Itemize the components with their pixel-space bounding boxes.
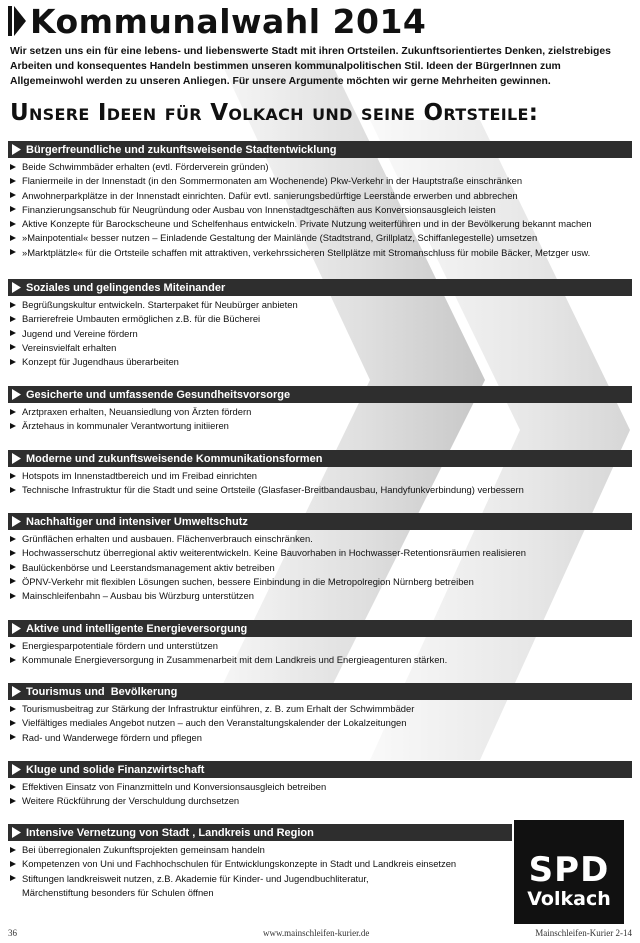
section-arrow-icon	[12, 389, 21, 400]
section-list	[8, 780, 632, 809]
list-item-continuation: Märchenstiftung besonders für Schulen öffnen	[22, 886, 214, 898]
section-arrow-icon	[12, 764, 21, 775]
list-item: Weitere Rückführung der Verschuldung durchsetzen	[8, 794, 632, 808]
list-item: Tourismusbeitrag zur Stärkung der Infrastruktur einführen, z. B. zum Erhalt der Schwimmbäder	[8, 702, 632, 716]
section-gesundheit	[8, 386, 632, 434]
list-item: Barrierefreie Umbauten ermöglichen z.B. für die Bücherei	[8, 312, 632, 326]
intro-text: Wir setzen uns ein für eine lebens- und liebenswerte Stadt mit ihren Ortsteilen. Zukunftsorientiertes Denken, zielstrebiges Arbeiten und konsequentes Handeln bestimmen unseren kommunalpolitischen Stil. Ideen der BürgerInnen zum Allgemeinwohl werden zu unseren Anliegen. Für unsere Argumente möchten wir gerne Mehrheiten gewinnen.	[10, 46, 611, 87]
footer-url: www.mainschleifen-kurier.de	[263, 928, 370, 938]
section-finanzwirtschaft	[8, 761, 632, 809]
list-item: Flaniermeile in der Innenstadt (in den Sommermonaten am Wochenende) Pkw-Verkehr in der Hauptstraße einschränken	[8, 174, 632, 188]
section-arrow-icon	[12, 516, 21, 527]
section-title: Tourismus und Bevölkerung	[26, 685, 178, 698]
list-item: Baulückenbörse und Leerstandsmanagement aktiv betreiben	[8, 561, 632, 575]
list-item: Energiesparpotentiale fördern und unterstützen	[8, 639, 632, 653]
list-item: Stiftungen landkreisweit nutzen, z.B. Akademie für Kinder- und Jugendbuchliteratur,	[8, 872, 512, 886]
list-item: Jugend und Vereine fördern	[8, 327, 632, 341]
section-header	[8, 824, 512, 841]
section-list	[8, 532, 632, 603]
list-item: Beide Schwimmbäder erhalten (evtl. Förderverein gründen)	[8, 160, 632, 174]
section-tourismus	[8, 683, 632, 745]
section-umweltschutz	[8, 513, 632, 603]
section-header	[8, 386, 632, 403]
list-item: Bei überregionalen Zukunftsprojekten gemeinsam handeln	[8, 843, 512, 857]
section-title: Moderne und zukunftsweisende Kommunikationsformen	[26, 452, 323, 465]
page-title: Kommunalwahl 2014	[30, 1, 427, 41]
section-energie	[8, 620, 632, 668]
section-list	[8, 160, 632, 260]
section-arrow-icon	[12, 144, 21, 155]
section-kommunikation	[8, 450, 632, 498]
section-stadtentwicklung	[8, 141, 632, 260]
section-title: Bürgerfreundliche und zukunftsweisende Stadtentwicklung	[26, 143, 337, 156]
list-item: Effektiven Einsatz von Finanzmitteln und Konversionsausgleich betreiben	[8, 780, 632, 794]
section-arrow-icon	[12, 623, 21, 634]
section-header	[8, 761, 632, 778]
list-item: Hotspots im Innenstadtbereich und im Freibad einrichten	[8, 469, 632, 483]
spd-logo	[514, 820, 624, 924]
section-list	[8, 702, 632, 745]
list-item: Kompetenzen von Uni und Fachhochschulen für Entwicklungskonzepte in Stadt und Landkreis einsetzen	[8, 857, 512, 871]
list-item: Anwohnerparkplätze in der Innenstadt einrichten. Dafür evtl. sanierungsbedürftige Leerstände erwerben und abbrechen	[8, 189, 632, 203]
list-item: Technische Infrastruktur für die Stadt und seine Ortsteile (Glasfaser-Breitbandausbau, Handyfunkverbindung) verbessern	[8, 483, 632, 497]
list-item: Rad- und Wanderwege fördern und pflegen	[8, 731, 632, 745]
section-title: Soziales und gelingendes Miteinander	[26, 281, 226, 294]
logo-place: Volkach	[527, 888, 611, 910]
list-item: ÖPNV-Verkehr mit flexiblen Lösungen suchen, bessere Einbindung in die Metropolregion Nürnberg betreiben	[8, 575, 632, 589]
list-item: Grünflächen erhalten und ausbauen. Flächenverbrauch einschränken.	[8, 532, 632, 546]
section-header	[8, 513, 632, 530]
section-header	[8, 279, 632, 296]
list-item: Ärztehaus in kommunaler Verantwortung initiieren	[8, 419, 632, 433]
list-item: »Mainpotential« besser nutzen – Einladende Gestaltung der Mainlände (Stadtstrand, Grillplatz, Schiffanlegestelle) umsetzen	[8, 231, 632, 245]
page-number: 36	[8, 928, 17, 938]
logo-party: SPD	[528, 850, 610, 890]
list-item: Vielfältiges mediales Angebot nutzen – auch den Veranstaltungskalender der Lokalzeitungen	[8, 716, 632, 730]
list-item: Mainschleifenbahn – Ausbau bis Würzburg unterstützen	[8, 589, 632, 603]
section-list	[8, 469, 632, 498]
section-title: Aktive und intelligente Energieversorgung	[26, 622, 248, 635]
list-item: Finanzierungsanschub für Neugründung oder Ausbau von Innenstadtgeschäften aus Konversionsausgleich leisten	[8, 203, 632, 217]
section-title: Kluge und solide Finanzwirtschaft	[26, 763, 205, 776]
page-footer	[0, 928, 640, 942]
list-item: Begrüßungskultur entwickeln. Starterpaket für Neubürger anbieten	[8, 298, 632, 312]
list-item: Kommunale Energieversorgung in Zusammenarbeit mit dem Landkreis und Energieagenturen stärken.	[8, 653, 632, 667]
section-header	[8, 450, 632, 467]
section-list	[8, 405, 632, 434]
section-list	[8, 639, 632, 668]
section-vernetzung	[8, 824, 512, 900]
list-item: Hochwasserschutz überregional aktiv weiterentwickeln. Keine Bauvorhaben in Hochwasser-Retentionsräumen realisieren	[8, 546, 632, 560]
section-arrow-icon	[12, 453, 21, 464]
list-item: »Marktplätzle« für die Ortsteile schaffen mit attraktiven, verkehrssicheren Stellplätze mit Stromanschluss für mobile Bäcker, Metzger usw.	[8, 246, 632, 260]
section-title: Gesicherte und umfassende Gesundheitsvorsorge	[26, 388, 291, 401]
section-arrow-icon	[12, 686, 21, 697]
section-arrow-icon	[12, 282, 21, 293]
section-title: Intensive Vernetzung von Stadt , Landkreis und Region	[26, 826, 314, 839]
list-item: Konzept für Jugendhaus überarbeiten	[8, 355, 632, 369]
section-soziales	[8, 279, 632, 369]
section-header	[8, 620, 632, 637]
section-header	[8, 683, 632, 700]
section-title: Nachhaltiger und intensiver Umweltschutz	[26, 515, 248, 528]
list-item: Arztpraxen erhalten, Neuansiedlung von Ärzten fördern	[8, 405, 632, 419]
footer-issue: Mainschleifen-Kurier 2-14	[535, 928, 632, 938]
section-list	[8, 298, 632, 369]
list-item: Vereinsvielfalt erhalten	[8, 341, 632, 355]
title-arrow-icon	[8, 4, 26, 38]
ideas-heading: Unsere Ideen für Volkach und seine Ortsteile:	[10, 100, 539, 126]
section-arrow-icon	[12, 827, 21, 838]
list-item: Aktive Konzepte für Barockscheune und Schelfenhaus entwickeln. Private Nutzung weiterführen und in der Bevölkerung bekannt machen	[8, 217, 632, 231]
section-list	[8, 843, 512, 900]
section-header	[8, 141, 632, 158]
header	[8, 2, 426, 40]
